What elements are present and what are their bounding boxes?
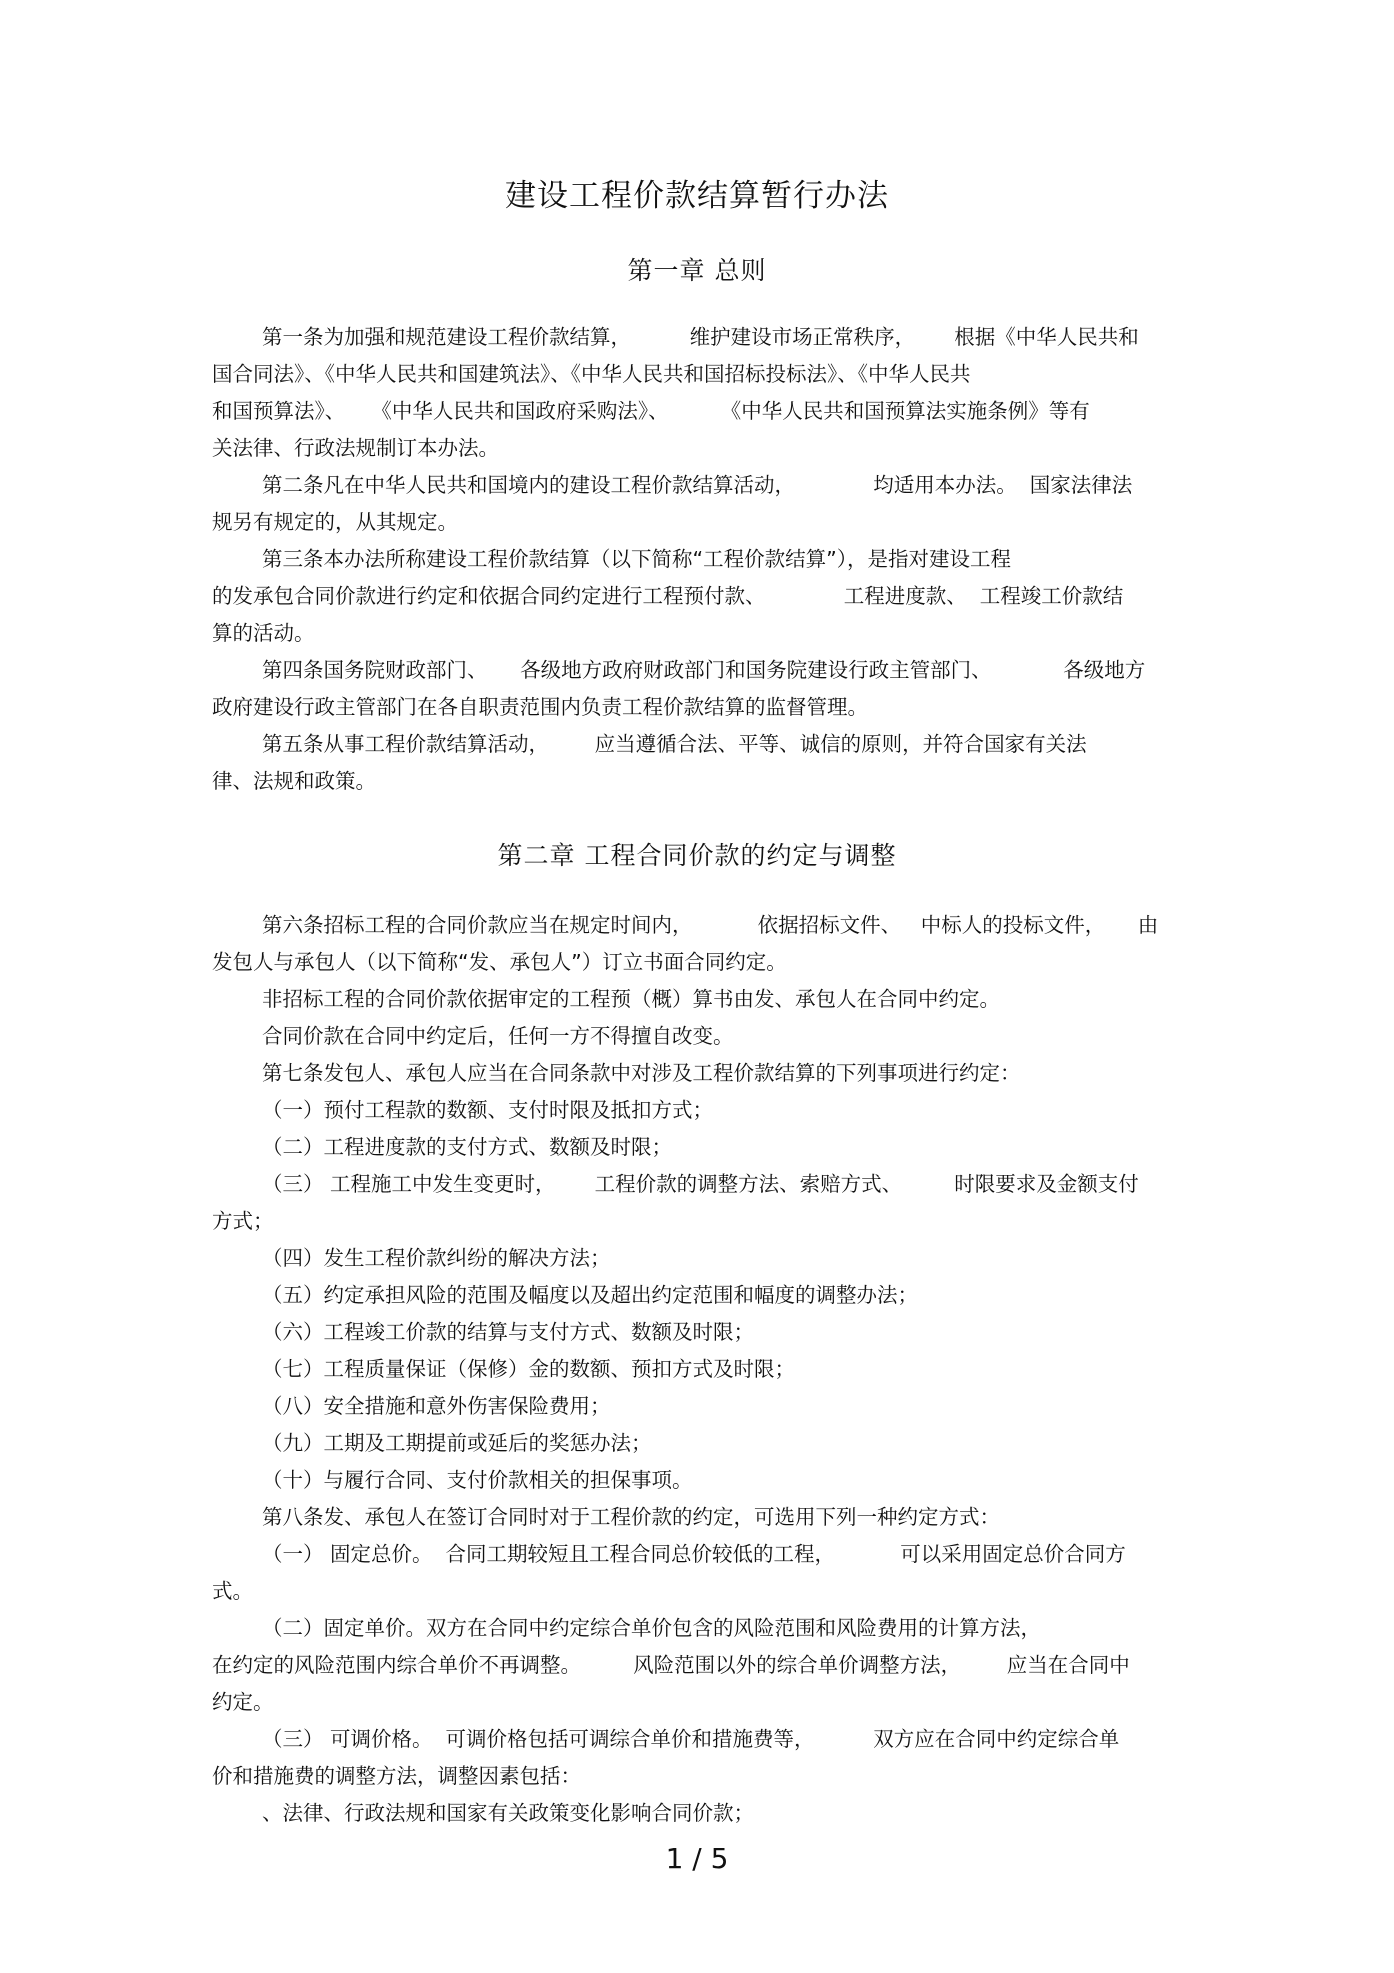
- paragraph-line: 国合同法》、《中华人民共和国建筑法》、《中华人民共和国招标投标法》、《中华人民共: [212, 362, 971, 386]
- paragraph-line: （三） 可调价格。 可调价格包括可调综合单价和措施费等， 双方应在合同中约定综合单: [262, 1727, 1120, 1751]
- paragraph-line: 第四条国务院财政部门、 各级地方政府财政部门和国务院建设行政主管部门、 各级地方: [262, 658, 1146, 682]
- paragraph-line: （一） 固定总价。 合同工期较短且工程合同总价较低的工程， 可以采用固定总价合同方: [262, 1542, 1126, 1566]
- chapter-heading: 第一章 总则: [627, 256, 767, 285]
- paragraph-line: 算的活动。: [212, 621, 315, 645]
- paragraph-line: 发包人与承包人（以下简称“发、承包人”）订立书面合同约定。: [212, 950, 787, 974]
- paragraph-line: 价和措施费的调整方法，调整因素包括：: [212, 1764, 581, 1788]
- paragraph-line: （九）工期及工期提前或延后的奖惩办法；: [262, 1431, 652, 1455]
- paragraph-line: （二）固定单价。双方在合同中约定综合单价包含的风险范围和风险费用的计算方法，: [262, 1616, 1041, 1640]
- paragraph-line: 第八条发、承包人在签订合同时对于工程价款的约定，可选用下列一种约定方式：: [262, 1505, 1000, 1529]
- paragraph-line: 第六条招标工程的合同价款应当在规定时间内， 依据招标文件、 中标人的投标文件， 由: [262, 913, 1159, 937]
- paragraph-line: 政府建设行政主管部门在各自职责范围内负责工程价款结算的监督管理。: [212, 695, 868, 719]
- paragraph-line: 第五条从事工程价款结算活动， 应当遵循合法、平等、诚信的原则，并符合国家有关法: [262, 732, 1087, 756]
- paragraph-line: （一）预付工程款的数额、支付时限及抵扣方式；: [262, 1098, 713, 1122]
- paragraph-line: 非招标工程的合同价款依据审定的工程预（概）算书由发、承包人在合同中约定。: [262, 987, 1000, 1011]
- paragraph-line: 方式；: [212, 1209, 274, 1233]
- paragraph-line: 律、法规和政策。: [212, 769, 376, 793]
- paragraph-line: 和国预算法》、 《中华人民共和国政府采购法》、 《中华人民共和国预算法实施条例》等有: [212, 399, 1090, 423]
- paragraph-line: 第三条本办法所称建设工程价款结算（以下简称“工程价款结算”），是指对建设工程: [262, 547, 1011, 571]
- paragraph-line: （三） 工程施工中发生变更时， 工程价款的调整方法、索赔方式、 时限要求及金额支付: [262, 1172, 1139, 1196]
- document-title: 建设工程价款结算暂行办法: [505, 178, 889, 214]
- paragraph-line: （八）安全措施和意外伤害保险费用；: [262, 1394, 611, 1418]
- page-number: 1 / 5: [665, 1842, 729, 1875]
- paragraph-line: （十）与履行合同、支付价款相关的担保事项。: [262, 1468, 693, 1492]
- paragraph-line: （五）约定承担风险的范围及幅度以及超出约定范围和幅度的调整办法；: [262, 1283, 918, 1307]
- paragraph-line: 的发承包合同价款进行约定和依据合同约定进行工程预付款、 工程进度款、 工程竣工价款结: [212, 584, 1124, 608]
- paragraph-line: 规另有规定的，从其规定。: [212, 510, 458, 534]
- paragraph-line: （二）工程进度款的支付方式、数额及时限；: [262, 1135, 672, 1159]
- paragraph-line: 约定。: [212, 1690, 274, 1714]
- paragraph-line: 关法律、行政法规制订本办法。: [212, 436, 499, 460]
- paragraph-line: 在约定的风险范围内综合单价不再调整。 风险范围以外的综合单价调整方法， 应当在合同中: [212, 1653, 1130, 1677]
- paragraph-line: 第七条发包人、承包人应当在合同条款中对涉及工程价款结算的下列事项进行约定：: [262, 1061, 1021, 1085]
- paragraph-line: （七）工程质量保证（保修）金的数额、预扣方式及时限；: [262, 1357, 795, 1381]
- chapter-heading: 第二章 工程合同价款的约定与调整: [497, 841, 897, 870]
- paragraph-line: 、法律、行政法规和国家有关政策变化影响合同价款；: [262, 1801, 754, 1825]
- paragraph-line: 合同价款在合同中约定后，任何一方不得擅自改变。: [262, 1024, 734, 1048]
- paragraph-line: 第二条凡在中华人民共和国境内的建设工程价款结算活动， 均适用本办法。 国家法律法: [262, 473, 1133, 497]
- paragraph-line: （四）发生工程价款纠纷的解决方法；: [262, 1246, 611, 1270]
- paragraph-line: 式。: [212, 1579, 253, 1603]
- paragraph-line: 第一条为加强和规范建设工程价款结算， 维护建设市场正常秩序， 根据《中华人民共和: [262, 325, 1139, 349]
- paragraph-line: （六）工程竣工价款的结算与支付方式、数额及时限；: [262, 1320, 754, 1344]
